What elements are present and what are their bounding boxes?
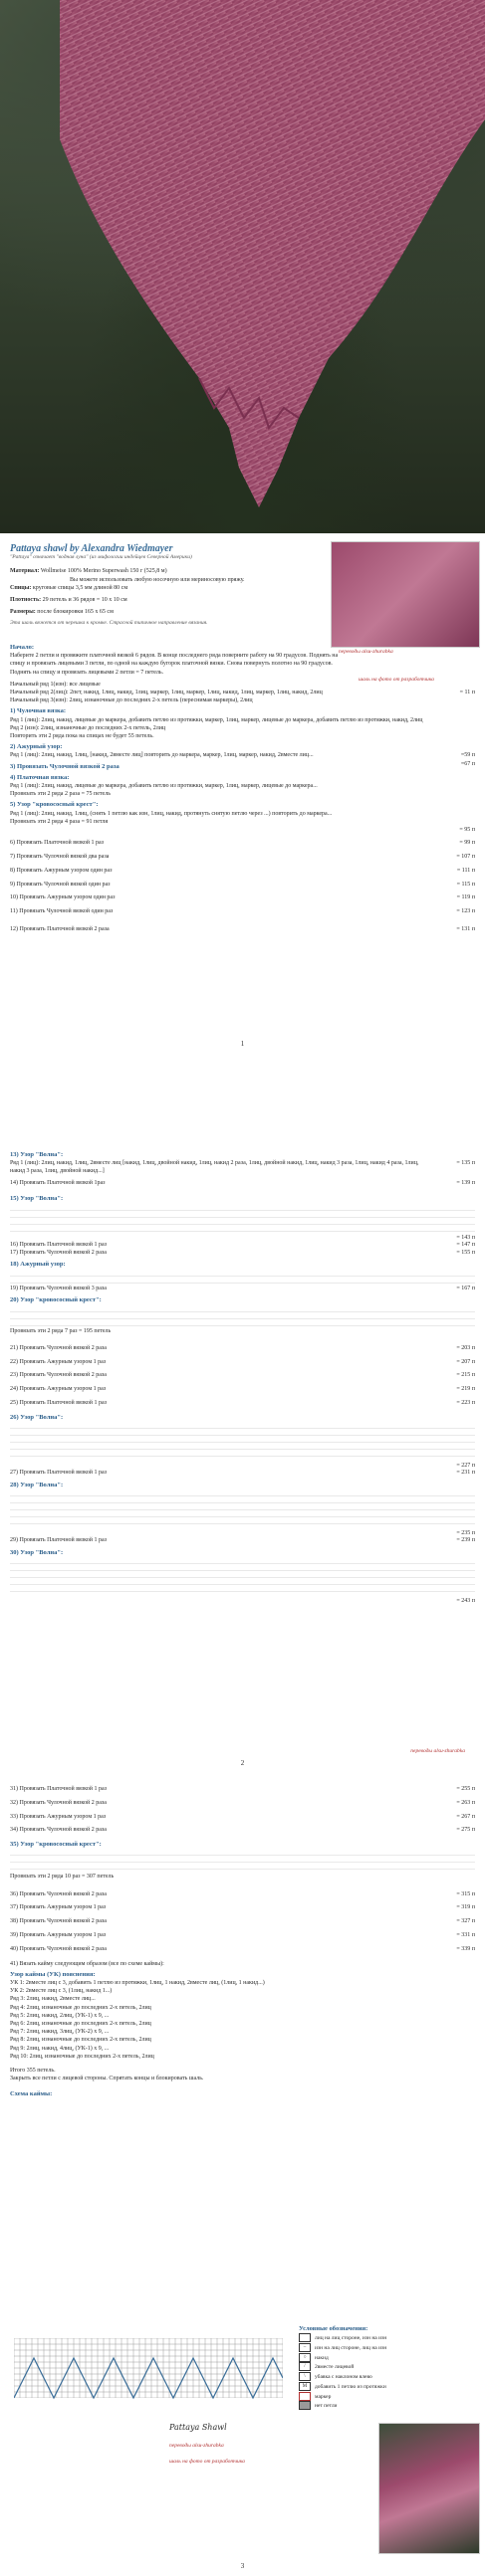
section-4-repeat: Провязать эти 2 ряда 2 раза = 75 петель xyxy=(10,791,111,798)
ssk-icon: \ xyxy=(299,2372,311,2381)
count-147: = 147 п xyxy=(456,1241,475,1248)
count-111: = 111 п xyxy=(456,867,475,874)
edge-row-1: УК 1: 2вместе лиц с 3, добавить 1 петлю из протяжки, 1лиц, 1 накид, 2вместе лиц, (1лиц, 1 накид...) xyxy=(10,1979,265,1986)
size-value: после блокировки 165 х 65 см xyxy=(37,609,114,616)
count-339: = 339 п xyxy=(456,1945,475,1952)
edge-title: Узор каймы (УК) пояснения: xyxy=(10,1970,96,1978)
legend-item-5: убавка с наклоном влево xyxy=(315,2373,372,2380)
step-39: 39) Провязать Ажурным узором 1 раз xyxy=(10,1931,107,1938)
shawl-photo xyxy=(0,0,485,533)
yarn-over-icon: ○ xyxy=(299,2353,311,2362)
purl-symbol-icon: – xyxy=(299,2343,311,2352)
legend-item-7: маркер xyxy=(315,2393,332,2400)
edge-row-4: Ряд 4: 2лиц, изнаночные до последних 2-х петель, 2лиц xyxy=(10,2004,151,2011)
count-107: = 107 п xyxy=(456,854,475,861)
pattern-title: Pattaya shawl by Alexandra Wiedmayer xyxy=(10,543,173,554)
step-15-title: 15) Узор "Волна": xyxy=(10,1195,64,1203)
materials-label: Материал: xyxy=(10,568,40,575)
step-30-rows xyxy=(10,1557,475,1597)
knit-symbol-icon xyxy=(299,2333,311,2342)
page-2-caption: переводы alsu-zhurabka xyxy=(410,1748,465,1754)
step-33: 33) Провязать Ажурным узором 1 раз xyxy=(10,1813,107,1820)
gauge-label: Плотность: xyxy=(10,597,42,604)
start-row-1: Начальный ряд 1(изн): все лицевые xyxy=(10,681,101,688)
step-8: 8) Провязать Ажурным узором один раз xyxy=(10,867,113,874)
count-155: = 155 п xyxy=(456,1249,475,1256)
step-35-title: 35) Узор "кровососный крест": xyxy=(10,1841,102,1849)
step-13-title: 13) Узор "Волна": xyxy=(10,1151,64,1158)
chart-title: Схема каймы: xyxy=(10,2090,53,2098)
pattern-page-2 xyxy=(0,1144,485,1781)
step-36: 36) Провязать Чулочной вязкой 2 раза xyxy=(10,1890,107,1897)
count-59: =59 п xyxy=(460,752,475,759)
page-3-caption: переводы alsu-zhurabka xyxy=(169,2443,224,2449)
section-2-text: Ряд 1 (лиц): 2лиц, накид, 1лиц, [накид, 2вместе лиц] повторить до маркера, маркер, 1лиц, маркер, накид, 2вместе лиц... xyxy=(10,752,314,759)
edge-row-2: УК 2: 2вместе лиц с 3, (1лиц, накид 1...) xyxy=(10,1988,113,1995)
step-20-title: 20) Узор "кровососный крест": xyxy=(10,1296,102,1304)
step-21: 21) Провязать Чулочной вязкой 2 раза xyxy=(10,1344,107,1351)
edge-row-5: Ряд 5: 2лиц, накид, 2лиц, (УК-1) х 9, ... xyxy=(10,2012,110,2019)
step-23: 23) Провязать Чулочной вязкой 2 раза xyxy=(10,1372,107,1379)
start-row-3: Начальный ряд 3(изн): 2лиц, изнаночные до последних 2-х петель (переснимая маркеры), 2лиц xyxy=(10,697,253,704)
count-319: = 319 п xyxy=(456,1904,475,1911)
start-row-2: Начальный ряд 2(лиц): 2пет, накид, 1лиц, накид, 1лиц, маркер, 1лиц, маркер, 1лиц, накид, 1лиц, маркер, 1лиц, накид, 2лиц xyxy=(10,690,323,696)
step-29: 29) Провязать Платочной вязкой 1 раз xyxy=(10,1537,107,1544)
edge-row-6: Ряд 6: 2лиц, изнаночные до последних 2-х петель, 2лиц xyxy=(10,2021,151,2027)
count-255: = 255 п xyxy=(456,1786,475,1792)
step-26-title: 26) Узор "Волна": xyxy=(10,1413,64,1421)
step-22: 22) Провязать Ажурным узором 1 раз xyxy=(10,1358,107,1365)
count-227: = 227 п xyxy=(456,1463,475,1469)
step-28-rows xyxy=(10,1489,475,1529)
pattern-page-1 xyxy=(0,537,485,1154)
count-315: = 315 п xyxy=(456,1890,475,1897)
count-219: = 219 п xyxy=(456,1386,475,1393)
count-239: = 239 п xyxy=(456,1537,475,1544)
legend-item-3: накид xyxy=(315,2354,329,2361)
step-25: 25) Провязать Платочной вязкой 1 раз xyxy=(10,1400,107,1406)
no-stitch-icon xyxy=(299,2401,311,2410)
legend-item-2: изн на лиц стороне, лиц на изн xyxy=(315,2344,387,2351)
count-223: = 223 п xyxy=(456,1400,475,1406)
step-40: 40) Провязать Чулочной вязкой 2 раза xyxy=(10,1945,107,1952)
section-1-row-1: Ряд 1 (лиц): 2лиц, накид, лицевые до маркера, добавить петлю из протяжки, маркер, 1лиц, маркер, лицевые до маркера, добавить петлю из протяжки, накид, 2лиц xyxy=(10,716,423,723)
count-207: = 207 п xyxy=(456,1358,475,1365)
marker-icon xyxy=(299,2392,311,2401)
legend-item-1: лиц на лиц стороне, изн на изн xyxy=(315,2334,387,2341)
section-5-text: Ряд 1 (лиц): 2лиц, накид, 1лиц, (снять 1 петлю как изн, 1лиц, накид, протянуть снятую петлю через ...) повторить до маркера... xyxy=(10,810,333,817)
step-34: 34) Провязать Чулочной вязкой 2 раза xyxy=(10,1827,107,1834)
step-35-rows xyxy=(10,1849,475,1873)
edge-row-9: Ряд 9: 2лиц, накид, 4лиц, (УК-1) х 9, ... xyxy=(10,2045,110,2052)
step-24: 24) Провязать Ажурным узором 1 раз xyxy=(10,1386,107,1393)
step-11: 11) Провязать Чулочной вязкой один раз xyxy=(10,908,114,915)
step-16: 16) Провязать Платочной вязкой 1 раз xyxy=(10,1241,107,1248)
make-one-icon: M xyxy=(299,2382,311,2391)
edge-chart xyxy=(14,2338,283,2408)
step-6: 6) Провязать Платочной вязкой 1 раз xyxy=(10,840,104,847)
section-3-title: 3) Провязать Чулочной вязкой 2 раза xyxy=(10,762,120,770)
chart-legend xyxy=(299,2321,478,2411)
legend-title: Условные обозначения: xyxy=(299,2325,368,2332)
step-13-text: Ряд 1 (лиц): 2лиц, накид, 1лиц, 2вместе лиц [накид, 1лиц, двойной накид, 1лиц, накид 2 раза, 1лиц, двойной накид, 1лиц, накид 3 раза, 1лиц, накид 4 раза, 1лиц, накид 3 раза, 1лиц, двойной накид...] xyxy=(10,1160,419,1175)
page-number-3: 3 xyxy=(240,2562,245,2570)
count-99: = 99 п xyxy=(459,840,475,847)
pattern-signature: Pattaya Shawl xyxy=(169,2423,227,2432)
shawl-image xyxy=(0,0,485,533)
count-235: = 235 п xyxy=(456,1530,475,1537)
step-17: 17) Провязать Чулочной вязкой 2 раза xyxy=(10,1249,107,1256)
k2tog-icon: / xyxy=(299,2362,311,2371)
section-5-title: 5) Узор "кровососный крест": xyxy=(10,801,99,809)
count-275: = 275 п xyxy=(456,1827,475,1834)
needles-value: круговые спицы 3,5 мм длиной 80 см xyxy=(32,584,128,591)
legend-item-4: 2вместе лицевой xyxy=(315,2364,355,2371)
step-30-title: 30) Узор "Волна": xyxy=(10,1549,64,1557)
section-4-title: 4) Платочная вязка: xyxy=(10,773,70,781)
step-9: 9) Провязать Чулочной вязкой один раз xyxy=(10,881,111,888)
section-1-row-2: Ряд 2 (изн): 2лиц, изнаночные до последних 2-х петель, 2лиц xyxy=(10,724,166,731)
count-115: = 115 п xyxy=(456,881,475,888)
materials-note: Вы можете использовать любую носочную или мериносовую пряжу. xyxy=(70,576,245,583)
step-38: 38) Провязать Чулочной вязкой 2 раза xyxy=(10,1918,107,1925)
count-267: = 267 п xyxy=(456,1813,475,1820)
edge-row-7: Ряд 7: 2лиц, накид, 3лиц, (УК-2) х 9, ... xyxy=(10,2029,110,2036)
step-14: 14) Провязать Платочной вязкой 1раз xyxy=(10,1179,106,1186)
edge-row-3: Ряд 3: 2лиц, накид, 2вместе лиц... xyxy=(10,1996,96,2003)
step-20-repeat: Провязать эти 2 ряда 7 раз = 195 петель xyxy=(10,1327,112,1334)
needles-label: Спицы: xyxy=(10,584,32,591)
count-131: = 131 п xyxy=(456,926,475,933)
step-31: 31) Провязать Платочной вязкой 1 раз xyxy=(10,1786,107,1792)
edge-row-8: Ряд 8: 2лиц, изнаночные до последних 2-х петель, 2лиц xyxy=(10,2037,151,2044)
count-139: = 139 п xyxy=(456,1179,475,1186)
section-1-title: 1) Чулочная вязка: xyxy=(10,707,67,715)
start-title: Начало: xyxy=(10,644,35,651)
direction-note: Эта шаль вяжется от черешка к кромке. Страсной типичное направление вязания. xyxy=(10,620,208,627)
step-10: 10) Провязать Ажурным узором один раз xyxy=(10,894,116,901)
step-7: 7) Провязать Чулочной вязкой два раза xyxy=(10,854,110,861)
start-text: Наберите 2 петли и провяжите платочной вязкой 6 рядов. В конце последнего ряда поверните работу на 90 градусов. Поднять на спицу и провязать лицевыми 3 петли, по одной на каждую бугорок платочной вязки. Снова повернуть полотно на 90 градусов. Поднять на спицу и провязать лицевыми 2 петли = 7 петель. xyxy=(10,653,339,676)
count-135: = 135 п xyxy=(456,1160,475,1167)
step-20-rows xyxy=(10,1305,475,1327)
photo-caption: переводы alsu-zhurabka xyxy=(339,649,393,655)
section-5-repeat: Провязать эти 2 ряда 4 раза = 91 петля xyxy=(10,818,109,825)
shawl-thumbnail-bottom xyxy=(378,2423,480,2554)
photo-caption-2: шаль на фото от разработчика xyxy=(359,677,434,683)
page-3-caption-2: шаль на фото от разработчика xyxy=(169,2459,245,2465)
section-4-text: Ряд 1 (лиц): 2лиц, накид, лицевые до маркера, добавить петлю из протяжки, маркер, 1лиц, маркер, лицевые до маркера... xyxy=(10,783,318,790)
step-27: 27) Провязать Платочной вязкой 1 раз xyxy=(10,1470,107,1477)
step-41: 41) Вязать кайму следующим образом (все по схеме каймы): xyxy=(10,1960,164,1967)
step-28-title: 28) Узор "Волна": xyxy=(10,1482,64,1488)
bind-off-text: Закрыть все петли с лицевой стороны. Спрятать концы и блокировать шаль. xyxy=(10,2076,204,2082)
count-167: = 167 п xyxy=(456,1285,475,1291)
step-18-rows xyxy=(10,1270,475,1286)
page-number-1: 1 xyxy=(240,1040,245,1048)
step-32: 32) Провязать Чулочной вязкой 2 раза xyxy=(10,1799,107,1806)
count-95: = 95 п xyxy=(459,827,475,834)
count-263: = 263 п xyxy=(456,1799,475,1806)
size-label: Размеры: xyxy=(10,609,36,616)
count-215: = 215 п xyxy=(456,1372,475,1379)
count-243: = 243 п xyxy=(456,1598,475,1605)
count-231: = 231 п xyxy=(456,1470,475,1477)
step-18-title: 18) Ажурный узор: xyxy=(10,1261,66,1269)
step-37: 37) Провязать Ажурным узором 1 раз xyxy=(10,1904,107,1911)
count-123: = 123 п xyxy=(456,908,475,915)
count-203: = 203 п xyxy=(456,1344,475,1351)
materials-value: Wollmeise 100% Merino Superwash 150 г (525,8 м) xyxy=(40,568,167,575)
pattern-page-3 xyxy=(0,1786,485,2576)
count-11: = 11 п xyxy=(459,690,475,696)
total-stitches: Итого 355 петель. xyxy=(10,2068,56,2075)
count-331: = 331 п xyxy=(456,1931,475,1938)
edge-row-10: Ряд 10: 2лиц, изнаночные до последних 2-х петель, 2лиц xyxy=(10,2053,154,2060)
shawl-thumbnail xyxy=(331,541,480,648)
page-number-2: 2 xyxy=(240,1759,245,1767)
legend-item-8: нет петли xyxy=(315,2403,338,2410)
intro-text: "Pattaya" означает "водная луна" (из мифологии индейцев Северной Америки) xyxy=(10,554,192,561)
step-19: 19) Провязать Чулочной вязкой 3 раза xyxy=(10,1285,107,1291)
count-119: = 119 п xyxy=(456,894,475,901)
step-15-rows xyxy=(10,1204,475,1234)
step-35-repeat: Провязать эти 2 ряда 10 раз = 307 петель xyxy=(10,1874,115,1881)
count-67: =67 п xyxy=(460,760,475,767)
count-143: = 143 п xyxy=(456,1234,475,1241)
count-327: = 327 п xyxy=(456,1918,475,1925)
gauge-value: 29 петель и 36 рядов = 10 х 10 см xyxy=(42,597,127,604)
legend-item-6: добавить 1 петлю из протяжки xyxy=(315,2383,386,2390)
section-1-repeat: Повторить эти 2 ряда пока на спицах не будет 55 петель. xyxy=(10,733,154,740)
step-26-rows xyxy=(10,1422,475,1462)
step-12: 12) Провязать Платочной вязкой 2 раза xyxy=(10,926,110,933)
section-2-title: 2) Ажурный узор: xyxy=(10,743,63,751)
